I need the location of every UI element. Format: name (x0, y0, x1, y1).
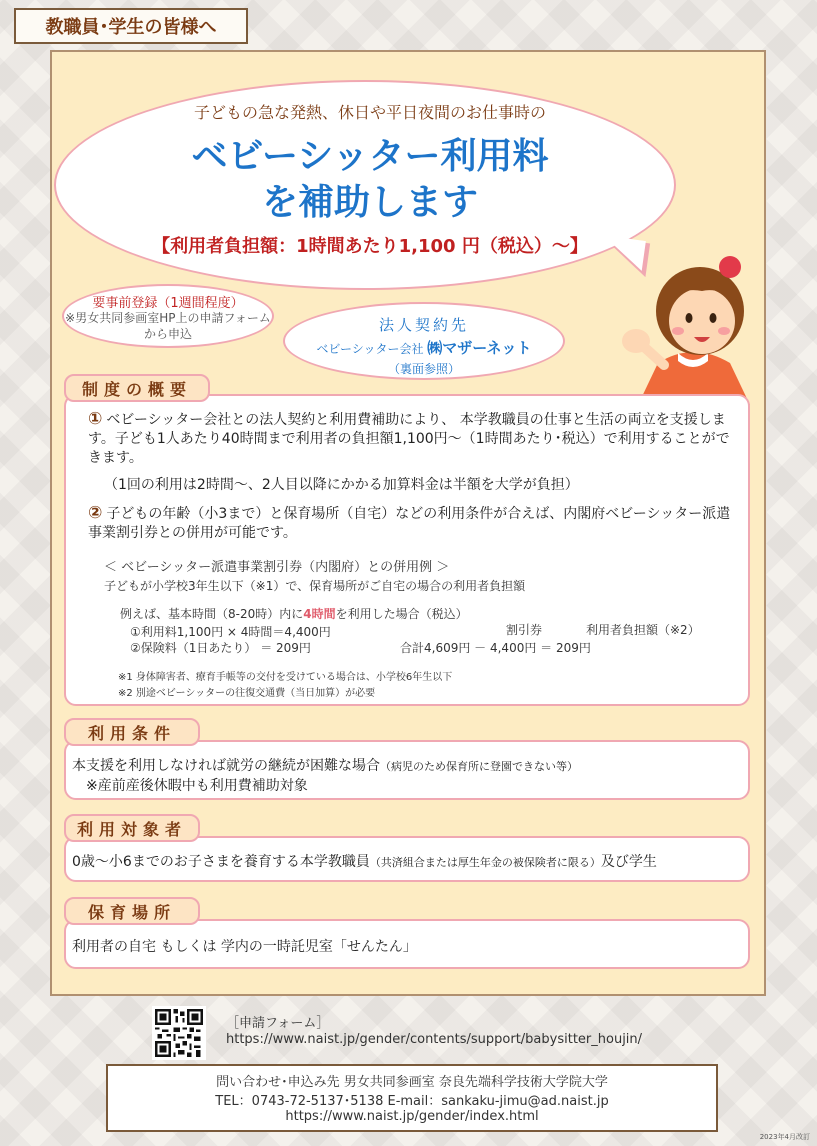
calc-intro-highlight: 4時間 (303, 607, 336, 621)
footnote-1: ※1 身体障害者、療育手帳等の交付を受けている場合は、小学校6年生以下 (118, 672, 453, 683)
example-description: 子どもが小学校3年生以下（※1）で、保育場所がご自宅の場合の利用者負担額 (104, 579, 526, 593)
footnote-2: ※2 別途ベビーシッターの往復交通費（当日加算）が必要 (118, 688, 376, 699)
headline-subtitle: 子どもの急な発熱、休日や平日夜間のお仕事時の (193, 103, 546, 122)
conditions-text-2: ※産前産後休暇中も利用費補助対象 (86, 778, 308, 794)
prereg-title: 要事前登録（1週間程度） (92, 296, 244, 311)
conditions-text-1-small: （病児のため保育所に登園できない等） (380, 760, 578, 773)
revision-date: 2023年4月改訂 (759, 1133, 810, 1141)
contract-company-name: ㈱マザーネット (427, 339, 532, 357)
calc-intro-b: を利用した場合（税込） (335, 607, 468, 621)
overview-item-1 (88, 410, 738, 468)
calc-header-discount: 割引券 (506, 623, 543, 637)
place-text: 利用者の自宅 もしくは 学内の一時託児室「せんたん」 (72, 939, 417, 955)
contact-line-1: 問い合わせ･申込み先 男女共同参画室 奈良先端科学技術大学院大学 (216, 1075, 608, 1090)
overview-item-1-text: ベビーシッター会社との法人契約と利用費補助により、 本学教職員の仕事と生活の両立を支援します。子ども1人あたり40時間まで利用者の負担額1,100円～（1時間あたり･税込）で利用することができます。 (88, 412, 730, 466)
contract-company-prefix: ベビーシッター会社 (316, 342, 424, 356)
audience-tag: 教職員･学生の皆様へ (14, 8, 248, 44)
target-text (72, 851, 748, 871)
conditions-section-tab: 利用条件 (64, 718, 200, 746)
overview-item-1-note: （1回の利用は2時間～、2人目以降にかかる加算料金は半額を大学が負担） (104, 477, 579, 493)
contract-reference: （裏面参照） (387, 362, 460, 376)
form-label: ［申請フォーム］ (226, 1016, 330, 1031)
calc-line-1: ①利用料1,100円 × 4時間＝4,400円 (130, 625, 331, 639)
example-title: ＜ ベビーシッター派遣事業割引券（内閣府）との併用例 ＞ (104, 560, 450, 575)
place-section-tab: 保育場所 (64, 897, 200, 925)
target-text-small: （共済組合または厚生年金の被保険者に限る） (369, 856, 601, 869)
contract-company (283, 337, 565, 358)
calc-header-burden: 利用者負担額（※2） (586, 623, 700, 637)
calc-total: 合計4,609円 － 4,400円 ＝ 209円 (400, 641, 591, 655)
qr-code-icon[interactable] (152, 1006, 206, 1060)
target-text-a: 0歳～小6までのお子さまを養育する本学教職員 (72, 854, 370, 870)
conditions-text-1-main: 本支援を利用しなければ就労の継続が困難な場合 (72, 758, 380, 774)
headline-fee: 【利用者負担額：1時間あたり1,100 円（税込）～】 (152, 236, 588, 257)
girl-illustration-icon (618, 245, 768, 405)
form-url-link[interactable]: https://www.naist.jp/gender/contents/support/babysitter_houjin/ (226, 1032, 643, 1047)
overview-item-2 (88, 504, 738, 543)
overview-section-tab: 制度の概要 (64, 374, 210, 402)
calc-intro-a: 例えば、基本時間（8-20時）内に (120, 607, 304, 621)
calc-line-2: ②保険料（1日あたり） ＝ 209円 (130, 641, 311, 655)
calc-intro (120, 606, 520, 622)
headline-title-line1: ベビーシッター利用料 (191, 136, 549, 177)
overview-item-2-text: 子どもの年齢（小3まで）と保育場所（自宅）などの利用条件が合えば、内閣府ベビーシッター派遣事業割引券との併用が可能です。 (88, 506, 731, 541)
contact-line-2: TEL：0743-72-5137･5138 E-mail：sankaku-jimu@ad.naist.jp (215, 1094, 609, 1109)
contract-title: 法人契約先 (378, 316, 469, 334)
prereg-note: ※男女共同参画室HP上の申請フォームから申込 (65, 311, 271, 341)
overview-item-2-number: ② (88, 503, 103, 523)
headline-title-line2: を補助します (261, 182, 478, 223)
overview-item-1-number: ① (88, 409, 103, 429)
target-text-b: 及び学生 (600, 854, 657, 870)
target-section-tab: 利用対象者 (64, 814, 200, 842)
conditions-text-1 (72, 755, 742, 775)
contact-url-link[interactable]: https://www.naist.jp/gender/index.html (285, 1109, 539, 1124)
